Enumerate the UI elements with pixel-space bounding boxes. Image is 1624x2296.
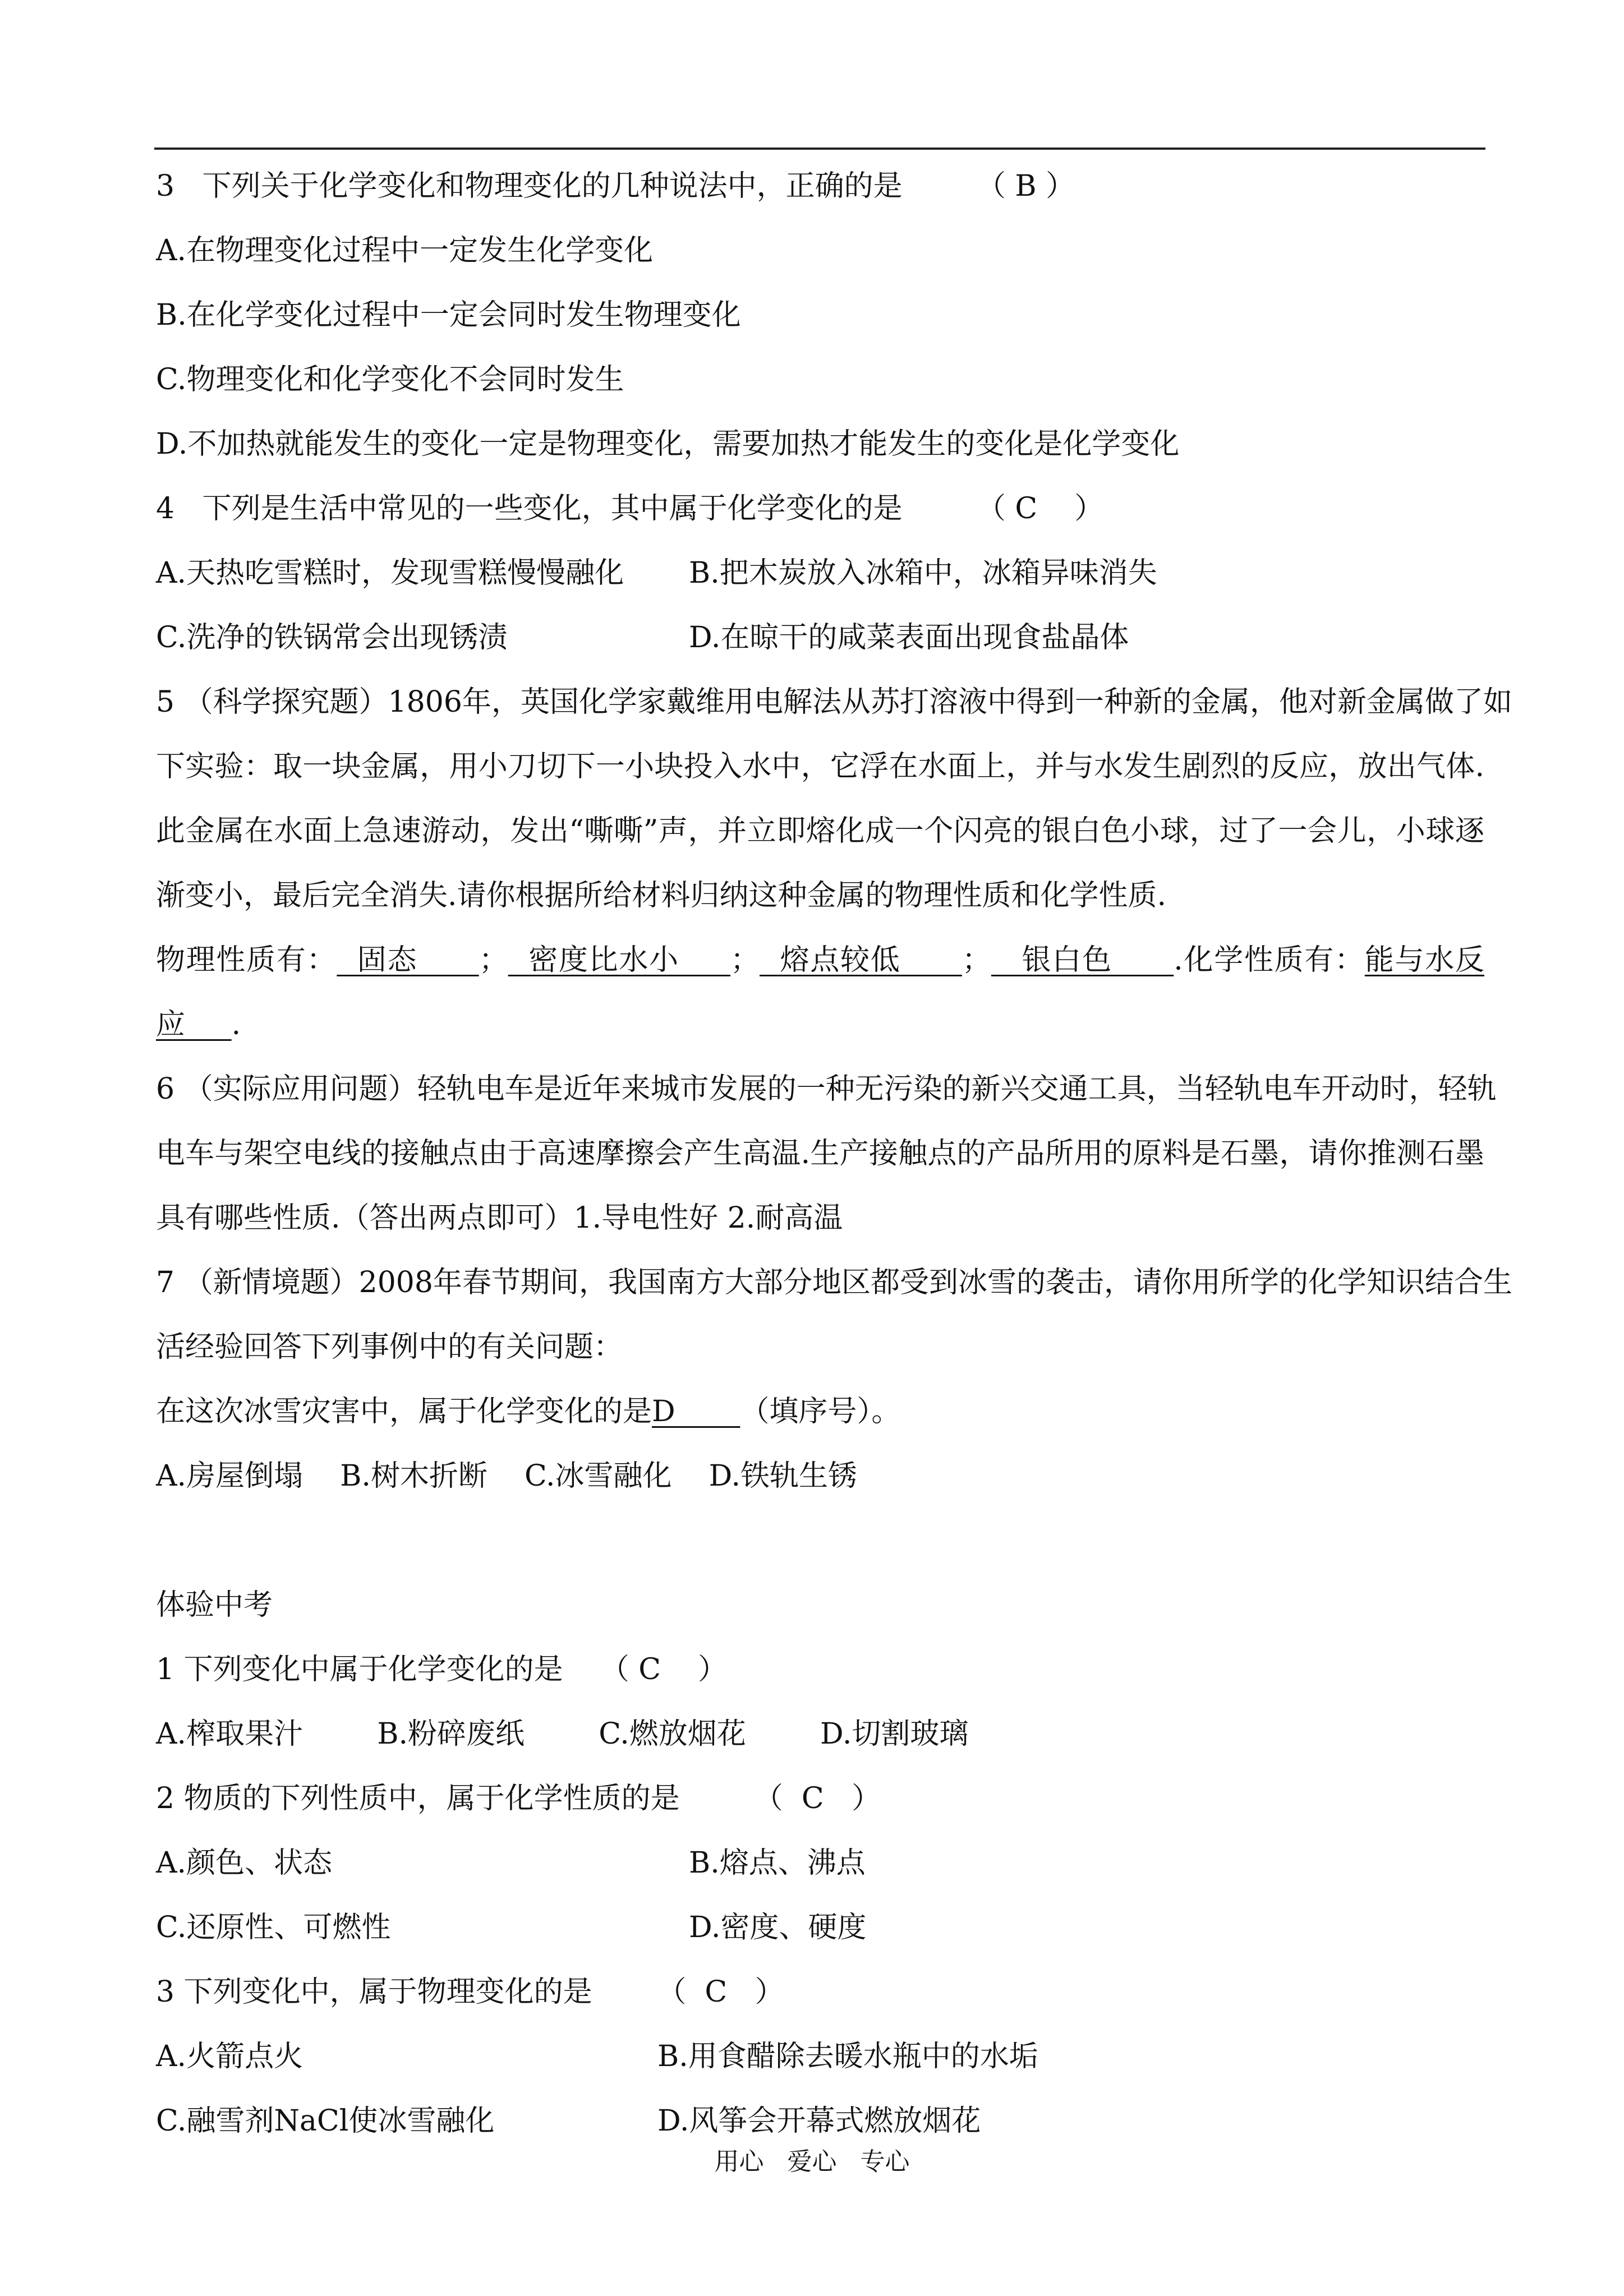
e1-options: A.榨取果汁 B.粉碎废纸 C.燃放烟花 D.切割玻璃: [156, 1717, 969, 1751]
q4-option-b: B.把木炭放入冰箱中，冰箱异味消失: [689, 556, 1157, 590]
q5-separator: ；: [730, 943, 760, 977]
q5-answer-solid: 固态: [337, 943, 479, 977]
q7-line-3: [156, 1395, 900, 1428]
q5-line-2: 下实验：取一块金属，用小刀切下一小块投入水中，它浮在水面上，并与水发生剧烈的反应，放出气体.: [156, 750, 1484, 783]
q3-option-a: A.在物理变化过程中一定发生化学变化: [156, 234, 654, 268]
e3-option-b: B.用食醋除去暖水瓶中的水垢: [657, 2040, 1038, 2073]
e2-option-d: D.密度、硬度: [689, 1911, 867, 1944]
q5-answer-reacts-a: 能与水反: [1364, 943, 1484, 977]
q5-answer-reacts-b: 应: [156, 1008, 232, 1041]
q5-answer-density: 密度比水小: [508, 943, 731, 977]
q7-options: A.房屋倒塌 B.树木折断 C.冰雪融化 D.铁轨生锈: [156, 1459, 858, 1493]
e3-option-c: C.融雪剂NaCl使冰雪融化: [156, 2104, 495, 2138]
q6-line-2: 电车与架空电线的接触点由于高速摩擦会产生高温.生产接触点的产品所用的原料是石墨，请你推测石墨: [156, 1137, 1484, 1170]
q5-end-period: .: [231, 1008, 241, 1041]
q3-option-b: B.在化学变化过程中一定会同时发生物理变化: [156, 298, 741, 332]
q5-chemical-label: .化学性质有：: [1174, 943, 1365, 977]
q7-answer: D: [652, 1395, 740, 1428]
e1-stem: 1 下列变化中属于化学变化的是 （ C ）: [156, 1653, 728, 1686]
q5-answer-line: [156, 943, 1484, 977]
q5-separator: ；: [479, 943, 508, 977]
e3-option-d: D.风筝会开幕式燃放烟花: [657, 2104, 981, 2138]
q7-question: 在这次冰雪灾害中，属于化学变化的是: [156, 1395, 652, 1428]
q7-instruction: （填序号）。: [740, 1395, 901, 1428]
e2-option-c: C.还原性、可燃性: [156, 1911, 391, 1944]
q3-option-c: C.物理变化和化学变化不会同时发生: [156, 363, 624, 397]
q6-line-1: 6 （实际应用问题）轻轨电车是近年来城市发展的一种无污染的新兴交通工具，当轻轨电车开动时，轻轨: [156, 1072, 1497, 1106]
q4-stem: 4 下列是生活中常见的一些变化，其中属于化学变化的是 （ C ）: [156, 492, 1104, 525]
q5-line-4: 渐变小，最后完全消失.请你根据所给材料归纳这种金属的物理性质和化学性质.: [156, 879, 1167, 912]
e3-stem: 3 下列变化中，属于物理变化的是 （ C ）: [156, 1975, 784, 2009]
q5-answer-line-2: [156, 1008, 241, 1041]
q5-separator: ；: [961, 943, 991, 977]
q6-line-3: 具有哪些性质.（答出两点即可）1.导电性好 2.耐高温: [156, 1201, 843, 1235]
q7-line-2: 活经验回答下列事例中的有关问题：: [156, 1330, 623, 1364]
q4-option-c: C.洗净的铁锅常会出现锈渍: [156, 621, 508, 654]
page-footer: 用心 爱心 专心: [714, 2147, 910, 2176]
header-rule: [154, 147, 1485, 150]
e2-option-b: B.熔点、沸点: [689, 1846, 866, 1880]
q5-answer-melting: 熔点较低: [760, 943, 962, 977]
q5-physical-label: 物理性质有：: [156, 943, 337, 977]
q5-line-3: 此金属在水面上急速游动，发出“嘶嘶”声，并立即熔化成一个闪亮的银白色小球，过了一会儿，小球逐: [156, 814, 1484, 848]
q3-stem: 3 下列关于化学变化和物理变化的几种说法中，正确的是 （ B ）: [156, 169, 1075, 203]
q7-line-1: 7 （新情境题）2008年春节期间，我国南方大部分地区都受到冰雪的袭击，请你用所学的化学知识结合生: [156, 1266, 1512, 1299]
q5-line-1: 5 （科学探究题）1806年，英国化学家戴维用电解法从苏打溶液中得到一种新的金属，他对新金属做了如: [156, 685, 1512, 719]
q4-option-d: D.在晾干的咸菜表面出现食盐晶体: [689, 621, 1129, 654]
e3-option-a: A.火箭点火: [156, 2040, 303, 2073]
section-title: 体验中考: [156, 1588, 273, 1622]
q4-option-a: A.天热吃雪糕时，发现雪糕慢慢融化: [156, 556, 624, 590]
q5-answer-color: 银白色: [991, 943, 1174, 977]
q3-option-d: D.不加热就能发生的变化一定是物理变化，需要加热才能发生的变化是化学变化: [156, 427, 1180, 461]
e2-stem: 2 物质的下列性质中，属于化学性质的是 （ C ）: [156, 1782, 881, 1815]
e2-option-a: A.颜色、状态: [156, 1846, 333, 1880]
